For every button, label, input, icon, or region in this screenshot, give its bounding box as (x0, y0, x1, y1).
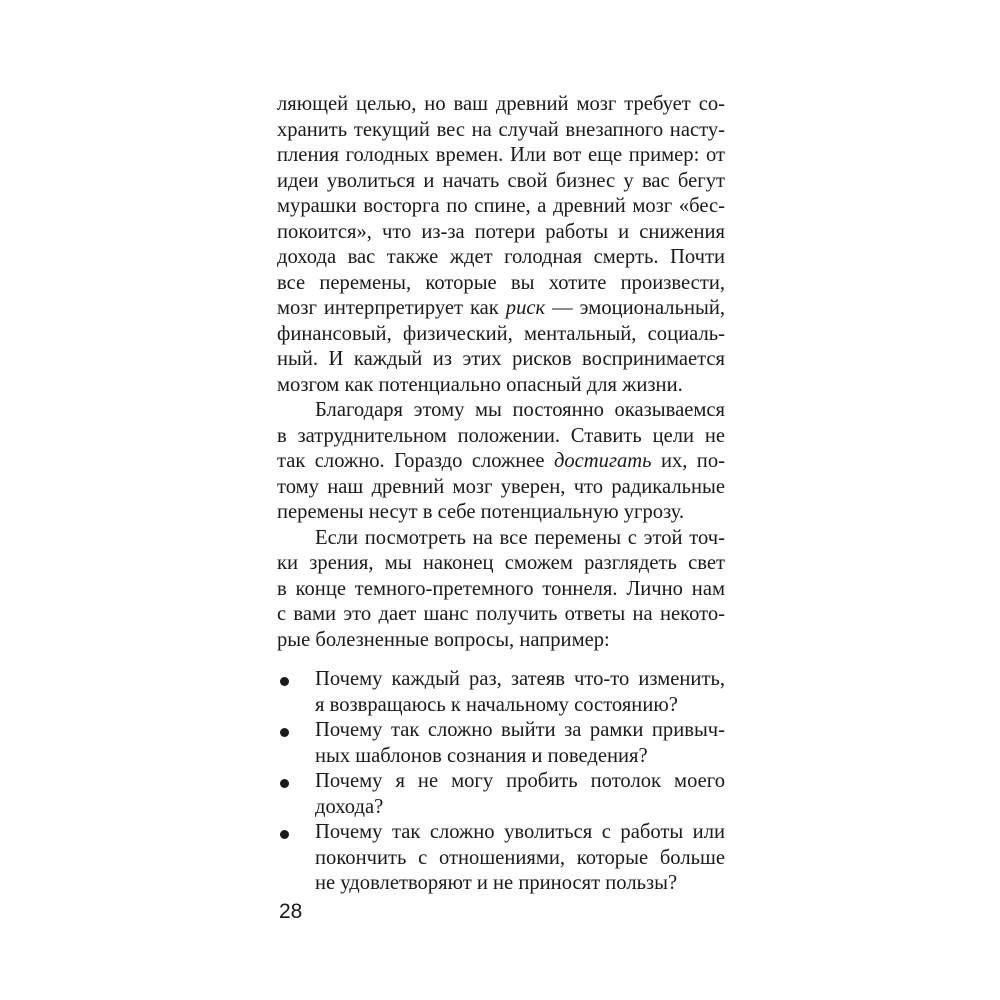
text-line: Если посмотреть на все перемены с этой точ- (315, 526, 725, 549)
bullet-line: я возвращаюсь к начальному состоянию? (315, 693, 678, 716)
bullet-line: Почему так сложно выйти за рамки привыч- (315, 719, 725, 741)
text-segment: — эмоциональный, (545, 297, 726, 319)
paragraph-3 (277, 526, 725, 654)
text-line: идеи уволиться и начать свой бизнес у вас бегут (277, 169, 725, 192)
bullet-item (277, 820, 725, 897)
text-line: мурашки восторга по спине, а древний мозг «бес- (277, 195, 725, 217)
text-line: Благодаря этому мы постоянно оказываемся (315, 399, 725, 421)
text-line: все перемены, которые вы хотите произвести, (277, 271, 725, 294)
text-line (277, 296, 725, 322)
bullet-icon (280, 677, 289, 686)
paragraph-1 (277, 92, 725, 398)
text-line: хранить текущий вес на случай внезапного насту- (277, 118, 725, 141)
bullet-icon (280, 779, 289, 788)
text-segment: так сложно. Гораздо сложнее (277, 450, 554, 472)
paragraph-2 (277, 398, 725, 526)
text-line: ки зрения, мы наконец сможем разглядеть свет (277, 552, 725, 574)
text-segment: мозг интерпретирует как (277, 297, 506, 319)
bullet-item (277, 718, 725, 769)
text-line: рые болезненные вопросы, например: (277, 628, 610, 651)
bullet-line: ных шаблонов сознания и поведения? (315, 744, 648, 767)
bullet-item (277, 769, 725, 820)
bullet-line: не удовлетворяют и не приносят пользы? (315, 872, 678, 894)
text-line: в затруднительном положении. Ставить цели не (277, 424, 725, 447)
text-line: перемены несут в себе потенциальную угрозу. (277, 501, 685, 523)
page-number: 28 (279, 900, 303, 923)
text-line: ный. И каждый из этих рисков воспринимается (277, 348, 725, 370)
text-line: пления голодных времен. Или вот еще пример: от (277, 144, 725, 166)
emphasized-word: риск (505, 297, 546, 319)
text-line: мозгом как потенциально опасный для жизни. (277, 373, 683, 396)
text-line (277, 449, 725, 475)
bullet-item (277, 667, 725, 718)
text-line: с вами это дает шанс получить ответы на некото- (277, 603, 725, 625)
bullet-list (277, 667, 725, 897)
bullet-icon (280, 830, 289, 839)
text-line: покоится», что из-за потери работы и снижения (277, 220, 725, 243)
bullet-line: Почему так сложно уволиться с работы или (315, 821, 725, 843)
bullet-line: Почему каждый раз, затеяв что-то изменить, (315, 668, 725, 690)
text-line: в конце темного-претемного тоннеля. Лично нам (277, 577, 725, 600)
page-body (277, 92, 725, 897)
bullet-line: покончить с отношениями, которые больше (315, 846, 725, 869)
text-line: тому наш древний мозг уверен, что радикальные (277, 475, 725, 498)
text-segment: их, по- (651, 450, 725, 472)
emphasized-word: достигать (553, 450, 652, 472)
bullet-line: Почему я не могу пробить потолок моего (315, 770, 725, 792)
bullet-icon (280, 728, 289, 737)
text-line: дохода вас также ждет голодная смерть. Почти (277, 246, 725, 268)
bullet-line: дохода? (315, 795, 384, 818)
text-line: ляющей целью, но ваш древний мозг требует со- (277, 93, 725, 115)
text-line: финансовый, физический, ментальный, социаль- (277, 322, 725, 345)
